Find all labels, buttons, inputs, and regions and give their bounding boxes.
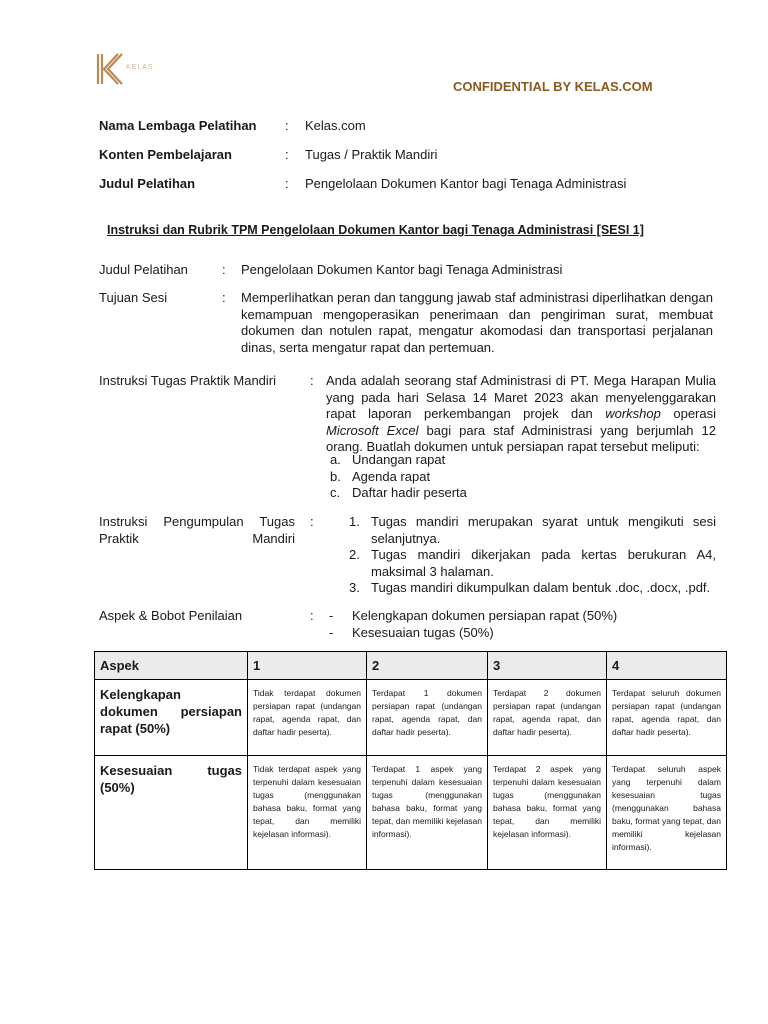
aspek-list	[329, 608, 709, 641]
column-header: Aspek	[95, 652, 248, 680]
tujuan-colon: :	[222, 290, 226, 305]
meta-value: Kelas.com	[305, 118, 366, 133]
tujuan-text: Memperlihatkan peran dan tanggung jawab staf administrasi diperlihatkan dengan kemampuan mengoperasikan penerimaan dan pengiriman surat, membuat dokumen dan notulen rapat, mengatur akomodasi dan transportasi perjalanan dinas, serta mengatur rapat dan pertemuan.	[241, 290, 713, 355]
list-item: - Kesesuaian tugas (50%)	[329, 624, 494, 640]
rubric-cell: Terdapat 2 dokumen persiapan rapat (undangan rapat, agenda rapat, dan daftar hadir peserta).	[488, 680, 607, 756]
pengumpulan-label: Instruksi Pengumpulan Tugas Praktik Mandiri	[99, 514, 295, 546]
meta-colon: :	[285, 176, 289, 191]
rubric-cell: Terdapat seluruh dokumen persiapan rapat (undangan rapat, agenda rapat, dan daftar hadir peserta).	[607, 680, 727, 756]
table-row	[95, 756, 727, 870]
aspek-label: Aspek & Bobot Penilaian	[99, 608, 243, 623]
meta-key: Judul Pelatihan	[99, 176, 196, 191]
tujuan-label: Tujuan Sesi	[99, 290, 168, 305]
rubric-cell: Tidak terdapat aspek yang terpenuhi dalam kesesuaian tugas (menggunakan bahasa baku, format yang tepat, dan memiliki kejelasan informasi).	[248, 756, 367, 870]
meta-key: Nama Lembaga Pelatihan	[99, 118, 257, 133]
table-header-row	[95, 652, 727, 680]
logo-text: KELAS	[126, 64, 154, 71]
aspek-colon: :	[310, 608, 314, 623]
list-item: a. Undangan rapat	[330, 452, 446, 467]
tugas-text: Anda adalah seorang staf Administrasi di PT. Mega Harapan Mulia yang pada hari Selasa 14 Maret 2023 akan menyelenggarakan rapat laporan perkembangan projek dan workshop operasi Microsoft Excel bagi para staf Administrasi yang berjumlah 12 orang. Buatlah dokumen untuk persiapan rapat tersebut meliputi:	[326, 373, 716, 454]
judul-colon: :	[222, 262, 226, 277]
tugas-colon: :	[310, 373, 314, 388]
aspect-cell: Kesesuaian tugas (50%)	[95, 756, 248, 870]
rubric-cell: Terdapat 1 aspek yang terpenuhi dalam kesesuaian tugas (menggunakan bahasa baku, format yang tepat, dan memiliki kejelasan informasi).	[367, 756, 488, 870]
meta-key: Konten Pembelajaran	[99, 147, 232, 162]
judul-label: Judul Pelatihan	[99, 262, 188, 277]
column-header: 3	[488, 652, 607, 680]
meta-value: Pengelolaan Dokumen Kantor bagi Tenaga Administrasi	[305, 176, 627, 191]
list-item: c. Daftar hadir peserta	[330, 485, 467, 500]
column-header: 2	[367, 652, 488, 680]
list-item: 3. Tugas mandiri dikumpulkan dalam bentuk .doc, .docx, .pdf.	[349, 580, 711, 595]
aspect-cell: Kelengkapan dokumen persiapan rapat (50%)	[95, 680, 248, 756]
column-header: 1	[248, 652, 367, 680]
rubric-cell: Terdapat seluruh aspek yang terpenuhi dalam kesesuaian tugas (menggunakan bahasa baku, format yang tepat, dan memiliki kejelasan informasi).	[607, 756, 727, 870]
rubric-table	[94, 651, 727, 870]
tugas-label: Instruksi Tugas Praktik Mandiri	[99, 373, 277, 388]
judul-text: Pengelolaan Dokumen Kantor bagi Tenaga Administrasi	[241, 262, 563, 277]
meta-colon: :	[285, 147, 289, 162]
meta-value: Tugas / Praktik Mandiri	[305, 147, 438, 162]
rubric-cell: Terdapat 2 aspek yang terpenuhi dalam kesesuaian tugas (menggunakan bahasa baku, format yang tepat, dan memiliki kejelasan informasi).	[488, 756, 607, 870]
section-title: Instruksi dan Rubrik TPM Pengelolaan Dokumen Kantor bagi Tenaga Administrasi [SESI 1]	[107, 223, 644, 237]
list-item: 2. Tugas mandiri dikerjakan pada kertas berukuran A4, maksimal 3 halaman.	[349, 547, 716, 579]
column-header: 4	[607, 652, 727, 680]
rubric-cell: Tidak terdapat dokumen persiapan rapat (undangan rapat, agenda rapat, dan daftar hadir peserta).	[248, 680, 367, 756]
tugas-list	[330, 452, 710, 502]
table-row	[95, 680, 727, 756]
pengumpulan-colon: :	[310, 514, 314, 529]
list-item: b. Agenda rapat	[330, 468, 431, 484]
pengumpulan-list	[349, 514, 716, 597]
list-item: - Kelengkapan dokumen persiapan rapat (50%)	[329, 608, 618, 623]
list-item: 1. Tugas mandiri merupakan syarat untuk mengikuti sesi selanjutnya.	[349, 514, 716, 546]
rubric-cell: Terdapat 1 dokumen persiapan rapat (undangan rapat, agenda rapat, dan daftar hadir peserta).	[367, 680, 488, 756]
confidential-label: CONFIDENTIAL BY KELAS.COM	[453, 79, 653, 94]
meta-colon: :	[285, 118, 289, 133]
